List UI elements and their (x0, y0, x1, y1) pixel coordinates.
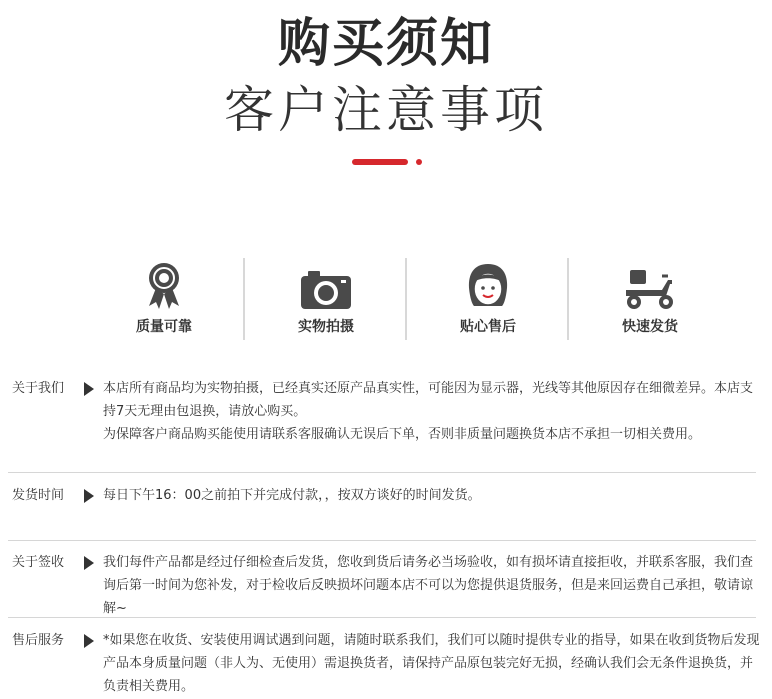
arrow-right-icon (84, 634, 94, 648)
notice-label: 关于签收 (12, 555, 65, 570)
arrow-right-icon (84, 382, 94, 396)
feature-shipping (570, 250, 730, 350)
feature-label: 实物拍摄 (298, 319, 354, 335)
notice-paragraph: *如果您在收货、安装使用调试遇到问题，请随时联系我们，我们可以随时提供专业的指导，如果在收到货物后发现产品本身质量问题（非人为、无使用）需退换货者，请保持产品原包装完好无损，经确认我们会无条件退换货，并负责相关费用。 (103, 633, 760, 694)
page-subtitle: 客户注意事项 (224, 81, 548, 139)
feature-divider (405, 258, 407, 340)
feature-quality (84, 250, 244, 350)
service-agent-icon (464, 262, 512, 310)
feature-divider (567, 258, 569, 340)
feature-label: 快速发货 (622, 319, 678, 335)
divider (8, 617, 756, 618)
feature-service (408, 250, 568, 350)
feature-divider (243, 258, 245, 340)
medal-icon (142, 262, 186, 310)
divider (8, 472, 756, 473)
feature-label: 贴心售后 (460, 319, 516, 335)
notice-paragraph: 我们每件产品都是经过仔细检查后发货，您收到货后请务必当场验收，如有损坏请直接拒收，并联系客服，我们查询后第一时间为您补发，对于检收后反映损坏问题本店不可以为您提供退货服务，但是来回运费自己承担，敬请谅解~ (103, 555, 754, 616)
divider (8, 540, 756, 541)
scooter-icon (622, 266, 678, 310)
notice-body (103, 377, 763, 446)
notice-paragraph: 为保障客户商品购买能使用请联系客服确认无误后下单，否则非质量问题换货本店不承担一切相关费用。 (103, 427, 702, 442)
notice-paragraph: 本店所有商品均为实物拍摄，已经真实还原产品真实性，可能因为显示器，光线等其他原因存在细微差异。本店支持7天无理由包退换，请放心购买。 (103, 381, 754, 419)
arrow-right-icon (84, 489, 94, 503)
camera-icon (300, 268, 352, 310)
accent-line (352, 159, 408, 165)
notice-paragraph: 每日下午16：00之前拍下并完成付款，，按双方谈好的时间发货。 (103, 488, 481, 503)
page-title: 购买须知 (277, 14, 494, 74)
feature-label: 质量可靠 (136, 319, 192, 335)
notice-body (103, 484, 763, 507)
notice-label: 关于我们 (12, 381, 65, 396)
notice-label: 售后服务 (12, 633, 65, 648)
notice-body (103, 629, 763, 698)
accent-dot (416, 159, 422, 165)
feature-photo (246, 250, 406, 350)
features-row (0, 250, 772, 350)
notice-body (103, 551, 763, 620)
arrow-right-icon (84, 556, 94, 570)
notice-label: 发货时间 (12, 488, 65, 503)
